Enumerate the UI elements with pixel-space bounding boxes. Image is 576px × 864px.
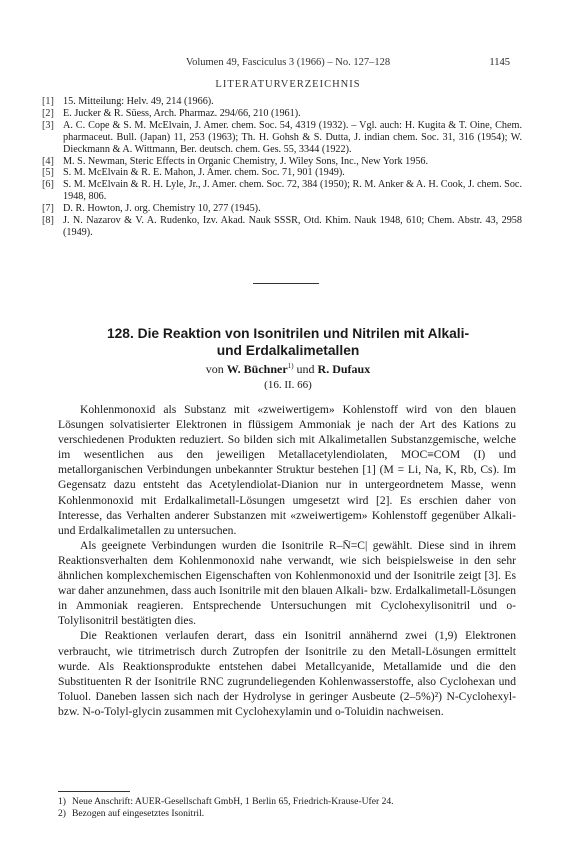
body-paragraph: Die Reaktionen verlaufen derart, dass ein Isonitril annähernd zwei (1,9) Elektronen verbraucht, wie titrimetrisch durch Zutropfen der Isonitrile zu den Metall-Lösungen ermittelt wurde. Als Reaktionsprodukte entstehen dabei Metallcyanide, Metallamide und die den Substituenten R der Isonitrile RNC zugrundeliegenden Kohlenwasserstoffe, also Cyclohexan und Toluol. Daneben lassen sich nach der Hydrolyse in geringer Ausbeute (2–5%)²) N-Cyclohexyl- bzw. N-o-Tolyl-glycin zusammen mit Cyclohexylamin und o-Toluidin nachweisen. <box>58 629 516 718</box>
reference-item <box>42 108 522 120</box>
reference-item <box>42 179 522 203</box>
reference-number: [7] <box>42 203 54 215</box>
footnote-text: Bezogen auf eingesetztes Isonitril. <box>72 808 205 819</box>
journal-citation: Volumen 49, Fasciculus 3 (1966) – No. 127–128 <box>185 57 391 68</box>
reference-number: [2] <box>42 107 54 119</box>
reference-item <box>42 203 522 215</box>
references-heading: LITERATURVERZEICHNIS <box>215 79 361 90</box>
article-body <box>58 402 516 719</box>
reference-item <box>42 120 522 156</box>
reference-text: M. S. Newman, Steric Effects in Organic Chemistry, J. Wiley Sons, Inc., New York 1956. <box>63 155 429 167</box>
reference-text: D. R. Howton, J. org. Chemistry 10, 277 (1945). <box>63 203 261 215</box>
footnotes <box>58 796 516 820</box>
byline-conjunction: und <box>296 362 315 376</box>
reference-number: [1] <box>42 96 54 107</box>
reference-item <box>42 215 522 239</box>
reference-list <box>42 96 522 239</box>
footnote-number: 1) <box>58 796 66 807</box>
author-2: R. Dufaux <box>317 362 371 376</box>
reference-item <box>42 167 522 179</box>
reference-text: S. M. McElvain & R. H. Lyle, Jr., J. Amer. chem. Soc. 72, 384 (1950); R. M. Anker & A. H. Cook, J. chem. Soc. 1948, 806. <box>63 179 522 203</box>
reference-number: [8] <box>42 215 54 227</box>
footnote-text: Neue Anschrift: AUER-Gesellschaft GmbH, 1 Berlin 65, Friedrich-Krause-Ufer 24. <box>72 796 394 807</box>
section-divider <box>253 283 319 284</box>
author-1-footnote-marker: 1) <box>287 362 294 370</box>
reference-text: A. C. Cope & S. M. McElvain, J. Amer. chem. Soc. 54, 4319 (1932). – Vgl. auch: H. Kugita & T. Oine, Chem. pharmaceut. Bull. (Japan) 11, 253 (1963); Th. H. Gohsh & S. Dutta, J. indian chem. Soc. 31, 316 (1954); W. Dieckmann & A. Wittmann, Ber. deutsch. chem. Ges. 55, 3344 (1922). <box>63 119 522 155</box>
author-1: W. Büchner <box>226 362 288 376</box>
footnote-item <box>58 808 516 820</box>
footnote-number: 2) <box>58 808 66 819</box>
article-title-line-2: und Erdalkalimetallen <box>216 342 360 358</box>
body-paragraph: Kohlenmonoxid als Substanz mit «zweiwertigem» Kohlenstoff wird von den blauen Lösungen solvatisierter Elektronen in flüssigem Ammoniak je nach der Art des Kations zu verschiedenen Produkten reduziert. So bilden sich mit Alkalimetallen Substanzgemische, welche im wesentlichen aus den jeweiligen Metallacetylendiolaten, MOC≡COM (I) und metallorganischen Verbindungen unbekannter Struktur bestehen [1] (M = Li, Na, K, Rb, Cs). Im Gegensatz dazu entsteht das Acetylendiolat-Dianion nur in untergeordnetem Masse, wenn Kohlenmonoxid mit Erdalkalimetall-Lösungen umgesetzt wird [2]. Es erschien daher von Interesse, das Verhalten anderer Substanzen mit «zweiwertigem» Kohlenstoff gegenüber Alkali- und Erdalkalimetallen zu untersuchen. <box>58 403 516 537</box>
reference-text: 15. Mitteilung: Helv. 49, 214 (1966). <box>63 96 214 107</box>
footnote-rule <box>58 791 130 792</box>
body-paragraph: Als geeignete Verbindungen wurden die Isonitrile R–N̄=C| gewählt. Diese sind in ihrem Reaktionsverhalten dem Kohlenmonoxid nahe verwandt, wie sich beispielsweise in den sehr ähnlichen komplexchemischen Eigenschaften von Kohlenmonoxid und der Isonitrile zeigt [3]. Es war daher anzunehmen, dass auch Isonitrile mit den blauen Alkali- bzw. Erdalkalimetall-Lösungen in Ammoniak reagieren. Entsprechende Untersuchungen mit Cyclohexylisonitril und o-Tolylisonitril bestätigten dies. <box>58 538 517 628</box>
reference-text: E. Jucker & R. Süess, Arch. Pharmaz. 294/66, 210 (1961). <box>63 107 301 119</box>
page-number: 1145 <box>489 57 510 68</box>
reference-item <box>42 96 522 108</box>
article-title <box>60 326 516 359</box>
reference-number: [6] <box>42 179 54 191</box>
running-header <box>0 57 576 71</box>
reference-number: [5] <box>42 167 54 179</box>
reference-number: [3] <box>42 119 54 131</box>
reference-text: S. M. McElvain & R. E. Mahon, J. Amer. chem. Soc. 71, 901 (1949). <box>63 167 345 179</box>
reference-item <box>42 156 522 168</box>
byline-prefix: von <box>205 362 224 376</box>
article-title-line-1: 128. Die Reaktion von Isonitrilen und Nitrilen mit Alkali- <box>106 326 470 341</box>
received-date: (16. II. 66) <box>264 379 312 391</box>
author-byline <box>0 362 576 377</box>
reference-text: J. N. Nazarov & V. A. Rudenko, Izv. Akad. Nauk SSSR, Otd. Khim. Nauk 1948, 610; Chem. Abstr. 43, 2958 (1949). <box>63 215 522 238</box>
footnote-item <box>58 796 516 808</box>
reference-number: [4] <box>42 155 54 167</box>
